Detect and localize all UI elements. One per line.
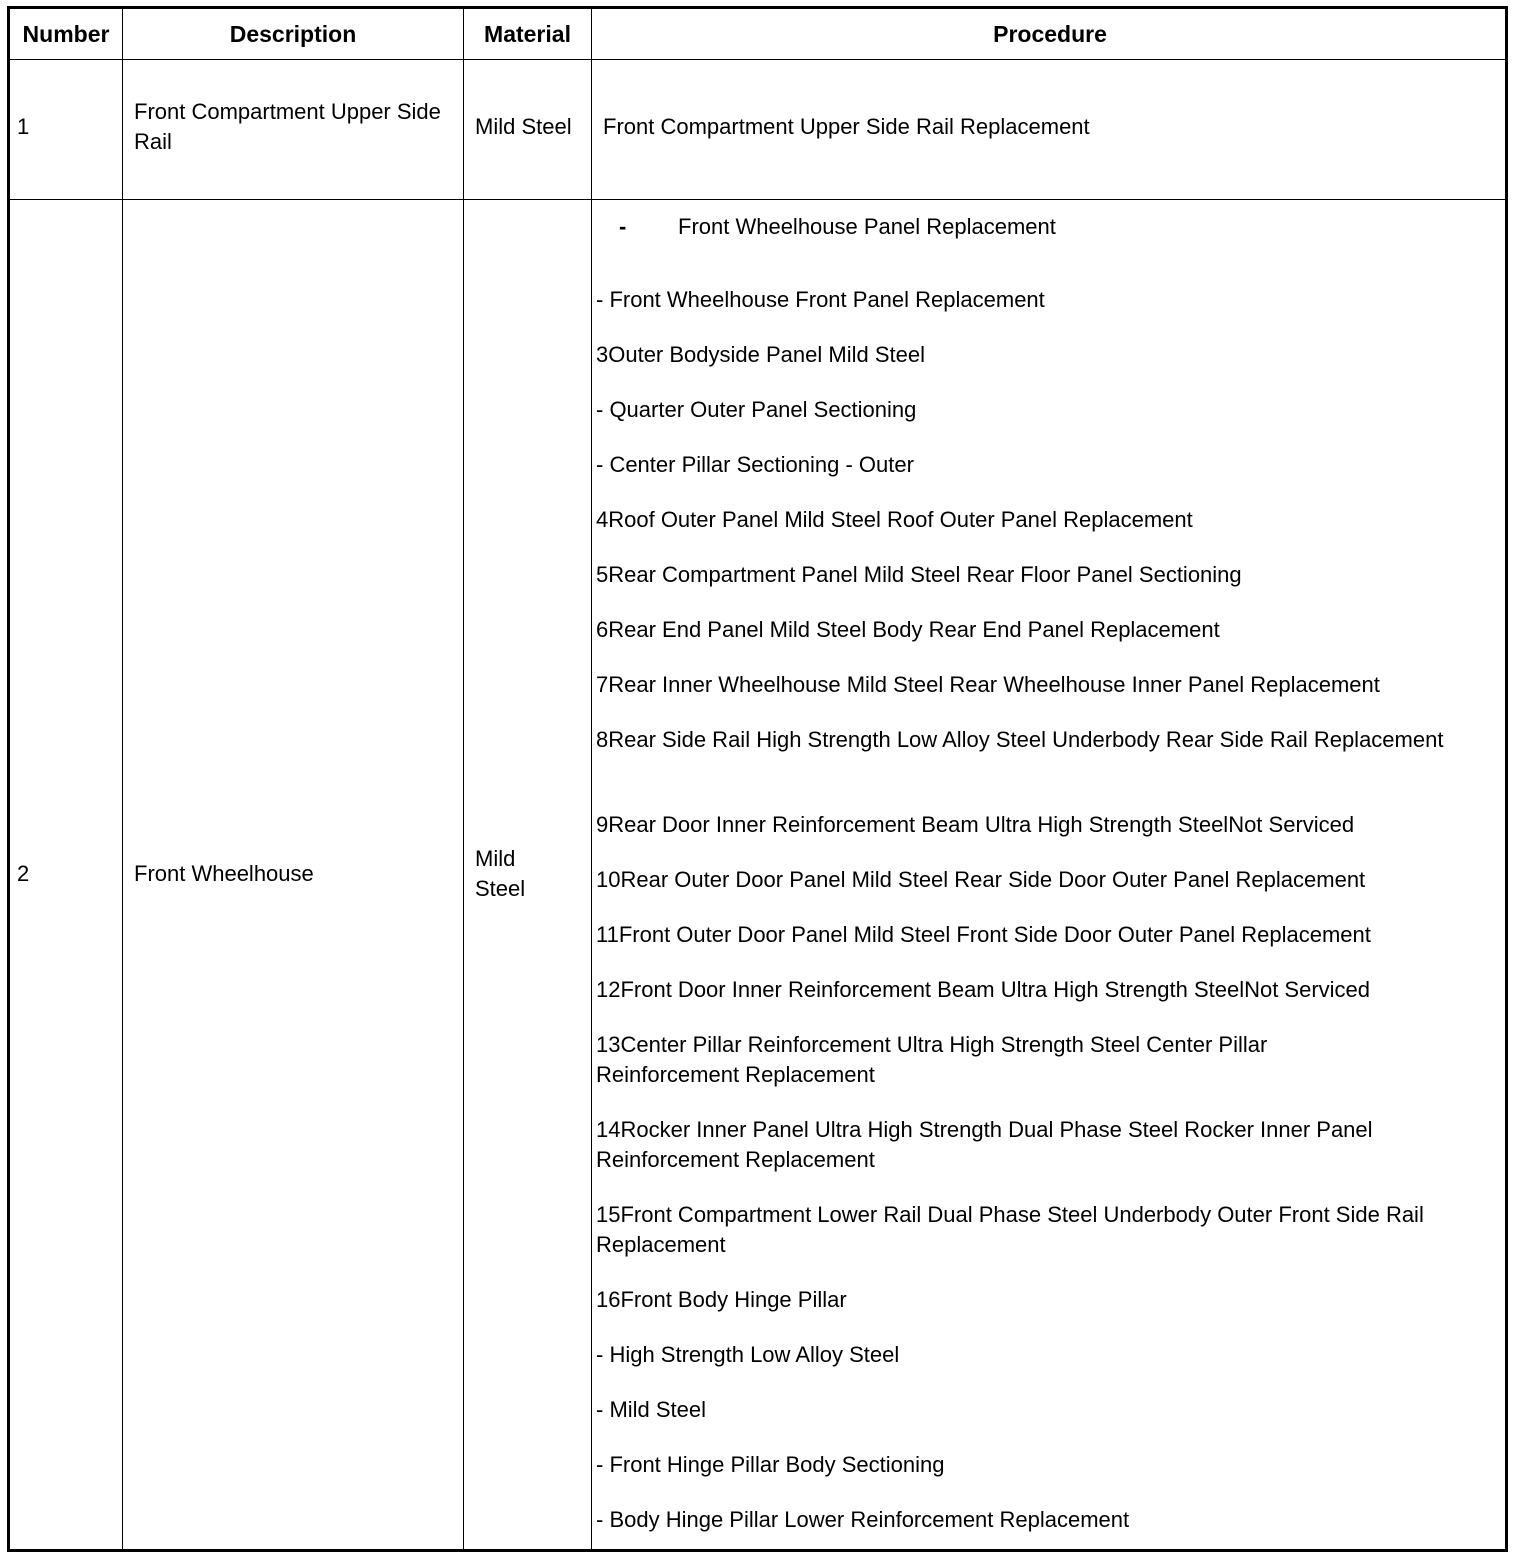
row2-description xyxy=(134,200,454,1548)
procedure-line: 4Roof Outer Panel Mild Steel Roof Outer Panel Replacement xyxy=(596,507,1193,532)
procedure-line: - Front Hinge Pillar Body Sectioning xyxy=(596,1452,945,1477)
header-procedure: Procedure xyxy=(993,20,1107,47)
row1-material-text: Mild Steel xyxy=(475,114,572,139)
procedure-line: Front Wheelhouse Panel Replacement xyxy=(678,214,1056,239)
row1-procedure xyxy=(603,65,1493,189)
procedure-line: 15Front Compartment Lower Rail Dual Phase Steel Underbody Outer Front Side Rail Replacement xyxy=(596,1202,1424,1257)
procedure-line: 3Outer Bodyside Panel Mild Steel xyxy=(596,342,925,367)
column-divider xyxy=(122,9,123,1549)
procedure-line: 5Rear Compartment Panel Mild Steel Rear Floor Panel Sectioning xyxy=(596,562,1242,587)
procedure-line: 13Center Pillar Reinforcement Ultra High Strength Steel Center Pillar Reinforcement Replacement xyxy=(596,1032,1268,1087)
column-divider xyxy=(591,9,592,1549)
header-material: Material xyxy=(484,20,571,47)
procedure-line: - High Strength Low Alloy Steel xyxy=(596,1342,900,1367)
procedure-line: 14Rocker Inner Panel Ultra High Strength Dual Phase Steel Rocker Inner Panel Reinforcement Replacement xyxy=(596,1117,1373,1172)
row1-number-text: 1 xyxy=(17,114,30,139)
header-number: Number xyxy=(22,20,110,47)
procedure-line: - Quarter Outer Panel Sectioning xyxy=(596,397,917,422)
procedure-line: 10Rear Outer Door Panel Mild Steel Rear Side Door Outer Panel Replacement xyxy=(596,867,1366,892)
row1-material xyxy=(475,65,575,189)
row1-procedure-text: Front Compartment Upper Side Rail Replacement xyxy=(603,114,1090,139)
procedure-line: - Front Wheelhouse Front Panel Replacement xyxy=(596,287,1045,312)
procedure-line: 8Rear Side Rail High Strength Low Alloy Steel Underbody Rear Side Rail Replacement xyxy=(596,727,1444,752)
procedure-line: 7Rear Inner Wheelhouse Mild Steel Rear Wheelhouse Inner Panel Replacement xyxy=(596,672,1380,697)
procedure-bullet: - xyxy=(619,214,627,239)
row2-number-text: 2 xyxy=(17,861,30,886)
procedure-line: 6Rear End Panel Mild Steel Body Rear End Panel Replacement xyxy=(596,617,1220,642)
header-description: Description xyxy=(229,20,357,47)
row2-material-text: Mild Steel xyxy=(475,846,526,901)
column-divider xyxy=(463,9,464,1549)
procedure-line: - Body Hinge Pillar Lower Reinforcement Replacement xyxy=(596,1507,1130,1532)
procedure-line: - Mild Steel xyxy=(596,1397,707,1422)
procedure-line: 11Front Outer Door Panel Mild Steel Front Side Door Outer Panel Replacement xyxy=(596,922,1371,947)
procedure-line: 12Front Door Inner Reinforcement Beam Ultra High Strength SteelNot Serviced xyxy=(596,977,1371,1002)
row2-description-text: Front Wheelhouse xyxy=(134,861,314,886)
row-divider xyxy=(10,59,1505,60)
row1-description xyxy=(134,65,454,189)
procedure-line: 9Rear Door Inner Reinforcement Beam Ultra High Strength SteelNot Serviced xyxy=(596,812,1355,837)
row2-material xyxy=(475,200,565,1548)
row1-number xyxy=(17,65,117,189)
row1-description-text: Front Compartment Upper Side Rail xyxy=(134,99,441,154)
procedure-line: 16Front Body Hinge Pillar xyxy=(596,1287,847,1312)
row2-number xyxy=(17,200,117,1548)
procedure-line: - Center Pillar Sectioning - Outer xyxy=(596,452,914,477)
